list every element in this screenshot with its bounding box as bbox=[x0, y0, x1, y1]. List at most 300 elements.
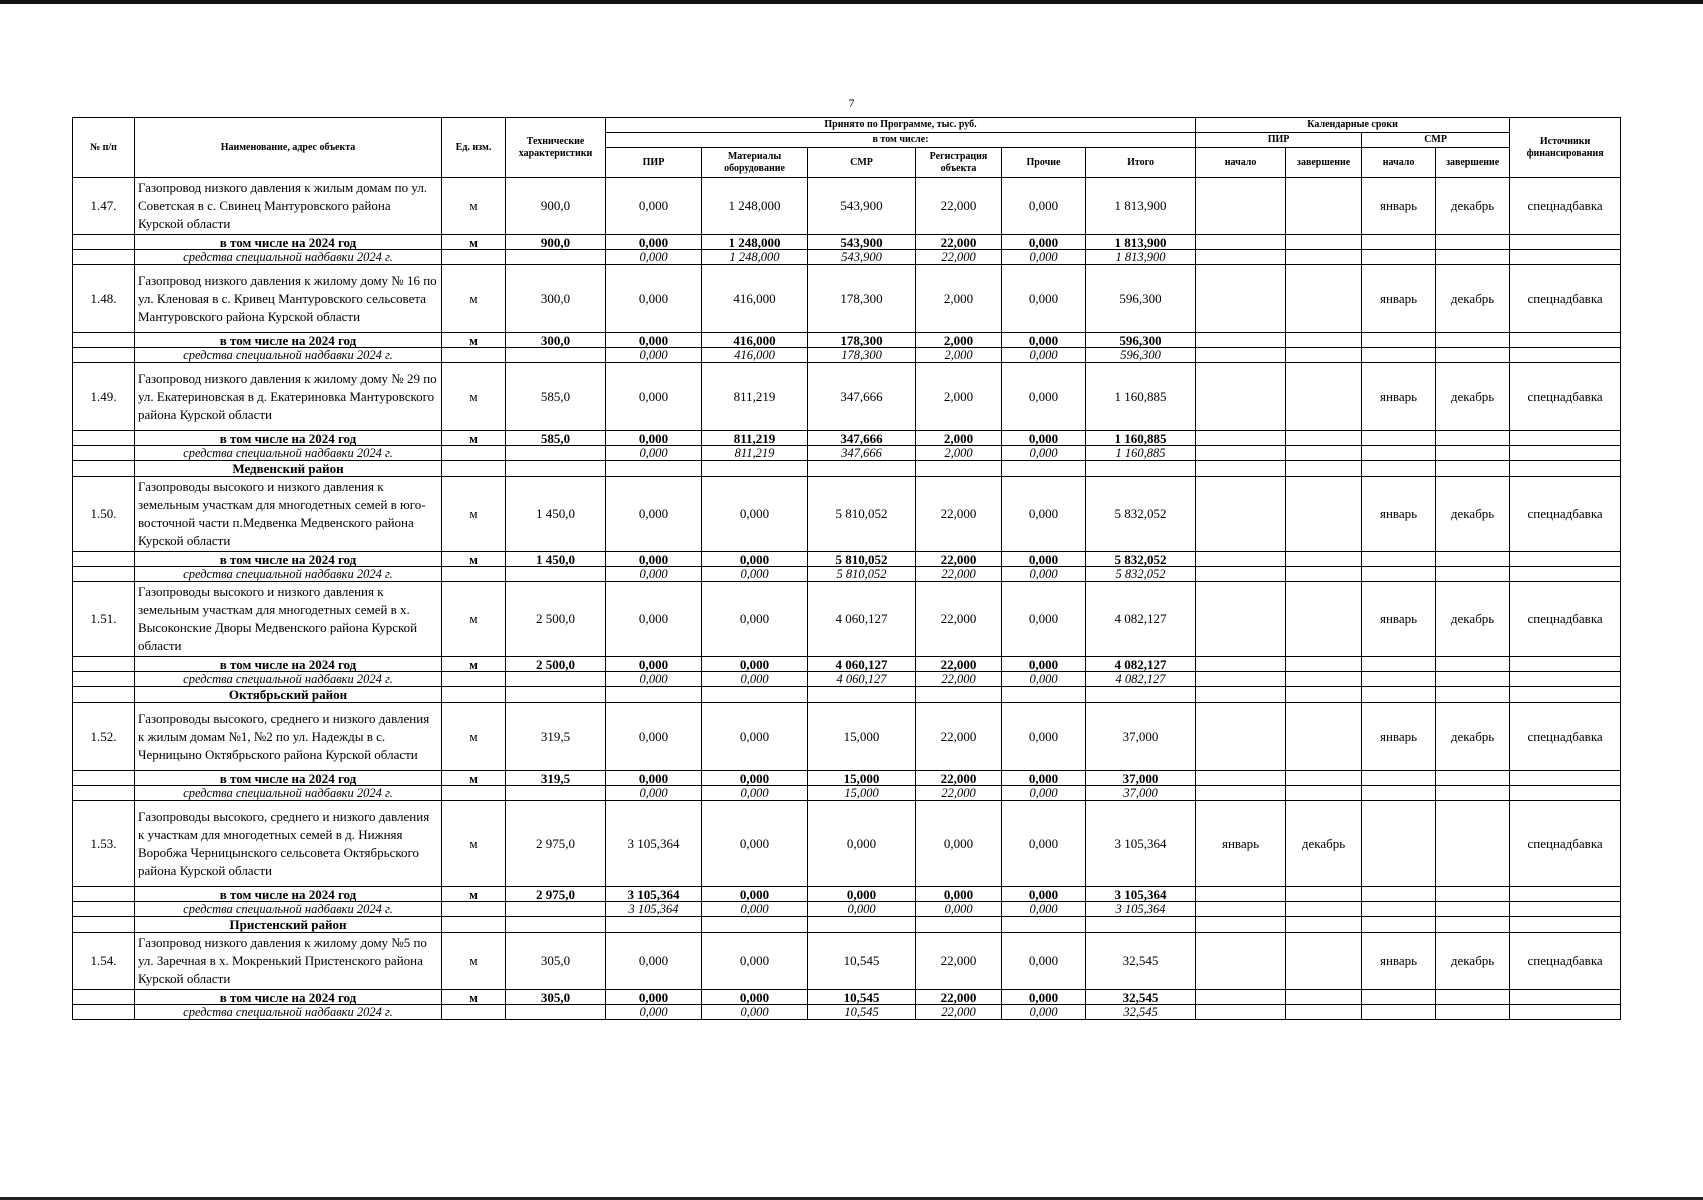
smr-end: декабрь bbox=[1436, 703, 1510, 771]
funding-label: средства специальной надбавки 2024 г. bbox=[135, 446, 442, 461]
unit bbox=[442, 446, 506, 461]
total-amount: 37,000 bbox=[1086, 771, 1196, 786]
pir-amount: 3 105,364 bbox=[606, 902, 702, 917]
district-row bbox=[73, 461, 1621, 477]
materials-amount: 811,219 bbox=[702, 363, 808, 431]
tech-spec bbox=[506, 672, 606, 687]
funding-row bbox=[73, 786, 1621, 801]
empty-cell bbox=[1286, 235, 1362, 250]
materials-amount: 0,000 bbox=[702, 672, 808, 687]
empty-cell bbox=[916, 461, 1002, 477]
object-name: Газопроводы высокого и низкого давления к земельным участкам для многодетных семей в юго-восточной части п.Медвенка Медвенского района Курской области bbox=[135, 477, 442, 552]
row-number: 1.49. bbox=[73, 363, 135, 431]
empty-cell bbox=[442, 687, 506, 703]
pir-end bbox=[1286, 477, 1362, 552]
empty-cell bbox=[1286, 333, 1362, 348]
unit: м bbox=[442, 657, 506, 672]
empty-cell bbox=[1362, 250, 1436, 265]
total-amount: 1 813,900 bbox=[1086, 250, 1196, 265]
empty-cell bbox=[1196, 687, 1286, 703]
empty-cell bbox=[1436, 461, 1510, 477]
pir-amount: 0,000 bbox=[606, 348, 702, 363]
smr-amount: 4 060,127 bbox=[808, 672, 916, 687]
materials-amount: 416,000 bbox=[702, 348, 808, 363]
empty-cell bbox=[606, 687, 702, 703]
object-row bbox=[73, 582, 1621, 657]
smr-amount: 347,666 bbox=[808, 446, 916, 461]
total-amount: 1 813,900 bbox=[1086, 178, 1196, 235]
empty-cell bbox=[73, 348, 135, 363]
subtotal-row bbox=[73, 887, 1621, 902]
funding-source: спецнадбавка bbox=[1510, 178, 1621, 235]
empty-cell bbox=[1286, 657, 1362, 672]
empty-cell bbox=[1286, 567, 1362, 582]
empty-cell bbox=[1196, 461, 1286, 477]
subtotal-label: в том числе на 2024 год bbox=[135, 333, 442, 348]
empty-cell bbox=[73, 461, 135, 477]
empty-cell bbox=[1436, 990, 1510, 1005]
empty-cell bbox=[73, 250, 135, 265]
empty-cell bbox=[1362, 567, 1436, 582]
object-name: Газопроводы высокого, среднего и низкого давления к участкам для многодетных семей в д. Нижняя Воробжа Черницынского сельсовета Октябрьского района Курской области bbox=[135, 801, 442, 887]
pir-start bbox=[1196, 477, 1286, 552]
smr-amount: 15,000 bbox=[808, 771, 916, 786]
empty-cell bbox=[606, 917, 702, 933]
empty-cell bbox=[73, 657, 135, 672]
object-name: Газопровод низкого давления к жилым домам по ул. Советская в с. Свинец Мантуровского района Курской области bbox=[135, 178, 442, 235]
other-amount: 0,000 bbox=[1002, 703, 1086, 771]
smr-amount: 5 810,052 bbox=[808, 552, 916, 567]
tech-spec: 300,0 bbox=[506, 333, 606, 348]
empty-cell bbox=[1286, 250, 1362, 265]
smr-amount: 0,000 bbox=[808, 887, 916, 902]
smr-end: декабрь bbox=[1436, 178, 1510, 235]
smr-amount: 543,900 bbox=[808, 178, 916, 235]
other-amount: 0,000 bbox=[1002, 786, 1086, 801]
empty-cell bbox=[1362, 917, 1436, 933]
object-name: Газопровод низкого давления к жилому дому № 29 по ул. Екатериновская в д. Екатериновка Мантуровского района Курской области bbox=[135, 363, 442, 431]
other-amount: 0,000 bbox=[1002, 552, 1086, 567]
empty-cell bbox=[1362, 461, 1436, 477]
empty-cell bbox=[442, 917, 506, 933]
smr-start: январь bbox=[1362, 265, 1436, 333]
empty-cell bbox=[702, 687, 808, 703]
empty-cell bbox=[1510, 786, 1621, 801]
smr-amount: 178,300 bbox=[808, 333, 916, 348]
subtotal-label: в том числе на 2024 год bbox=[135, 552, 442, 567]
header-total: Итого bbox=[1086, 148, 1196, 178]
pir-amount: 0,000 bbox=[606, 786, 702, 801]
object-row bbox=[73, 801, 1621, 887]
pir-start bbox=[1196, 933, 1286, 990]
empty-cell bbox=[1196, 250, 1286, 265]
funding-row bbox=[73, 902, 1621, 917]
empty-cell bbox=[1510, 348, 1621, 363]
empty-cell bbox=[808, 687, 916, 703]
registration-amount: 22,000 bbox=[916, 786, 1002, 801]
funding-label: средства специальной надбавки 2024 г. bbox=[135, 672, 442, 687]
smr-amount: 5 810,052 bbox=[808, 567, 916, 582]
empty-cell bbox=[1196, 446, 1286, 461]
row-number: 1.54. bbox=[73, 933, 135, 990]
subtotal-row bbox=[73, 333, 1621, 348]
empty-cell bbox=[73, 431, 135, 446]
empty-cell bbox=[1436, 687, 1510, 703]
district-row bbox=[73, 687, 1621, 703]
pir-start bbox=[1196, 582, 1286, 657]
other-amount: 0,000 bbox=[1002, 333, 1086, 348]
materials-amount: 0,000 bbox=[702, 933, 808, 990]
unit: м bbox=[442, 933, 506, 990]
header-num: № п/п bbox=[73, 118, 135, 178]
district-name: Медвенский район bbox=[135, 461, 442, 477]
empty-cell bbox=[1362, 333, 1436, 348]
empty-cell bbox=[1286, 672, 1362, 687]
empty-cell bbox=[1362, 902, 1436, 917]
pir-amount: 0,000 bbox=[606, 933, 702, 990]
tech-spec bbox=[506, 446, 606, 461]
funding-label: средства специальной надбавки 2024 г. bbox=[135, 786, 442, 801]
other-amount: 0,000 bbox=[1002, 902, 1086, 917]
empty-cell bbox=[1436, 552, 1510, 567]
tech-spec: 900,0 bbox=[506, 235, 606, 250]
empty-cell bbox=[1196, 348, 1286, 363]
subtotal-row bbox=[73, 235, 1621, 250]
smr-end: декабрь bbox=[1436, 582, 1510, 657]
funding-source: спецнадбавка bbox=[1510, 801, 1621, 887]
smr-amount: 347,666 bbox=[808, 431, 916, 446]
empty-cell bbox=[1002, 461, 1086, 477]
table-body bbox=[73, 178, 1621, 1020]
registration-amount: 22,000 bbox=[916, 477, 1002, 552]
empty-cell bbox=[1196, 990, 1286, 1005]
registration-amount: 22,000 bbox=[916, 178, 1002, 235]
registration-amount: 0,000 bbox=[916, 902, 1002, 917]
registration-amount: 22,000 bbox=[916, 567, 1002, 582]
empty-cell bbox=[1436, 1005, 1510, 1020]
empty-cell bbox=[73, 917, 135, 933]
empty-cell bbox=[1362, 786, 1436, 801]
empty-cell bbox=[1510, 687, 1621, 703]
materials-amount: 0,000 bbox=[702, 552, 808, 567]
pir-start bbox=[1196, 703, 1286, 771]
pir-end bbox=[1286, 265, 1362, 333]
empty-cell bbox=[73, 672, 135, 687]
materials-amount: 0,000 bbox=[702, 567, 808, 582]
row-number: 1.50. bbox=[73, 477, 135, 552]
empty-cell bbox=[506, 687, 606, 703]
object-name: Газопроводы высокого, среднего и низкого давления к жилым домам №1, №2 по ул. Надежды в с. Черницыно Октябрьского района Курской области bbox=[135, 703, 442, 771]
district-name: Октябрьский район bbox=[135, 687, 442, 703]
unit: м bbox=[442, 582, 506, 657]
empty-cell bbox=[916, 917, 1002, 933]
empty-cell bbox=[808, 917, 916, 933]
tech-spec: 300,0 bbox=[506, 265, 606, 333]
empty-cell bbox=[1362, 235, 1436, 250]
tech-spec: 585,0 bbox=[506, 431, 606, 446]
total-amount: 4 082,127 bbox=[1086, 672, 1196, 687]
empty-cell bbox=[1286, 917, 1362, 933]
materials-amount: 416,000 bbox=[702, 333, 808, 348]
total-amount: 596,300 bbox=[1086, 333, 1196, 348]
pir-amount: 0,000 bbox=[606, 265, 702, 333]
materials-amount: 0,000 bbox=[702, 786, 808, 801]
page-number: 7 bbox=[848, 96, 855, 110]
total-amount: 3 105,364 bbox=[1086, 801, 1196, 887]
materials-amount: 1 248,000 bbox=[702, 250, 808, 265]
object-name: Газопроводы высокого и низкого давления к земельным участкам для многодетных семей в х. Высоконские Дворы Медвенского района Курской области bbox=[135, 582, 442, 657]
registration-amount: 2,000 bbox=[916, 265, 1002, 333]
empty-cell bbox=[1436, 235, 1510, 250]
funding-label: средства специальной надбавки 2024 г. bbox=[135, 250, 442, 265]
unit: м bbox=[442, 333, 506, 348]
empty-cell bbox=[73, 990, 135, 1005]
empty-cell bbox=[1436, 902, 1510, 917]
total-amount: 37,000 bbox=[1086, 703, 1196, 771]
pir-start bbox=[1196, 265, 1286, 333]
header-smr-end: завершение bbox=[1436, 148, 1510, 178]
header-registration: Регистрация объекта bbox=[916, 148, 1002, 178]
registration-amount: 22,000 bbox=[916, 703, 1002, 771]
other-amount: 0,000 bbox=[1002, 933, 1086, 990]
funding-row bbox=[73, 348, 1621, 363]
funding-label: средства специальной надбавки 2024 г. bbox=[135, 567, 442, 582]
empty-cell bbox=[1196, 1005, 1286, 1020]
pir-start bbox=[1196, 363, 1286, 431]
smr-amount: 543,900 bbox=[808, 250, 916, 265]
empty-cell bbox=[1286, 990, 1362, 1005]
other-amount: 0,000 bbox=[1002, 446, 1086, 461]
tech-spec: 319,5 bbox=[506, 771, 606, 786]
funding-row bbox=[73, 672, 1621, 687]
pir-amount: 0,000 bbox=[606, 567, 702, 582]
unit: м bbox=[442, 990, 506, 1005]
empty-cell bbox=[1436, 348, 1510, 363]
header-materials: Материалы оборудование bbox=[702, 148, 808, 178]
empty-cell bbox=[1286, 348, 1362, 363]
other-amount: 0,000 bbox=[1002, 771, 1086, 786]
header-smr: СМР bbox=[808, 148, 916, 178]
pir-amount: 3 105,364 bbox=[606, 801, 702, 887]
empty-cell bbox=[1510, 567, 1621, 582]
header-name: Наименование, адрес объекта bbox=[135, 118, 442, 178]
materials-amount: 0,000 bbox=[702, 771, 808, 786]
smr-end: декабрь bbox=[1436, 477, 1510, 552]
object-row bbox=[73, 933, 1621, 990]
total-amount: 37,000 bbox=[1086, 786, 1196, 801]
registration-amount: 0,000 bbox=[916, 801, 1002, 887]
pir-amount: 0,000 bbox=[606, 703, 702, 771]
smr-start: январь bbox=[1362, 363, 1436, 431]
materials-amount: 1 248,000 bbox=[702, 235, 808, 250]
header-sources: Источники финансирования bbox=[1510, 118, 1621, 178]
empty-cell bbox=[73, 552, 135, 567]
funding-row bbox=[73, 250, 1621, 265]
header-calendar: Календарные сроки bbox=[1196, 118, 1510, 133]
unit: м bbox=[442, 887, 506, 902]
materials-amount: 416,000 bbox=[702, 265, 808, 333]
header-pir-end: завершение bbox=[1286, 148, 1362, 178]
tech-spec bbox=[506, 1005, 606, 1020]
pir-end bbox=[1286, 178, 1362, 235]
unit: м bbox=[442, 265, 506, 333]
subtotal-label: в том числе на 2024 год bbox=[135, 771, 442, 786]
empty-cell bbox=[1362, 431, 1436, 446]
empty-cell bbox=[73, 446, 135, 461]
total-amount: 5 832,052 bbox=[1086, 552, 1196, 567]
pir-amount: 0,000 bbox=[606, 250, 702, 265]
registration-amount: 22,000 bbox=[916, 582, 1002, 657]
registration-amount: 22,000 bbox=[916, 552, 1002, 567]
unit bbox=[442, 902, 506, 917]
program-table bbox=[72, 117, 1621, 1020]
smr-start bbox=[1362, 801, 1436, 887]
unit: м bbox=[442, 235, 506, 250]
empty-cell bbox=[1286, 786, 1362, 801]
funding-label: средства специальной надбавки 2024 г. bbox=[135, 1005, 442, 1020]
other-amount: 0,000 bbox=[1002, 250, 1086, 265]
empty-cell bbox=[73, 687, 135, 703]
empty-cell bbox=[1286, 902, 1362, 917]
empty-cell bbox=[1510, 887, 1621, 902]
pir-amount: 0,000 bbox=[606, 477, 702, 552]
pir-amount: 0,000 bbox=[606, 990, 702, 1005]
tech-spec: 1 450,0 bbox=[506, 477, 606, 552]
funding-label: средства специальной надбавки 2024 г. bbox=[135, 902, 442, 917]
registration-amount: 0,000 bbox=[916, 887, 1002, 902]
unit: м bbox=[442, 431, 506, 446]
smr-start: январь bbox=[1362, 582, 1436, 657]
funding-source: спецнадбавка bbox=[1510, 477, 1621, 552]
empty-cell bbox=[1510, 657, 1621, 672]
smr-amount: 178,300 bbox=[808, 265, 916, 333]
subtotal-row bbox=[73, 552, 1621, 567]
object-name: Газопровод низкого давления к жилому дому №5 по ул. Заречная в х. Мокренький Пристенского района Курской области bbox=[135, 933, 442, 990]
pir-start: январь bbox=[1196, 801, 1286, 887]
header-accepted: Принято по Программе, тыс. руб. bbox=[606, 118, 1196, 133]
empty-cell bbox=[1286, 446, 1362, 461]
unit bbox=[442, 567, 506, 582]
other-amount: 0,000 bbox=[1002, 431, 1086, 446]
smr-amount: 15,000 bbox=[808, 786, 916, 801]
registration-amount: 22,000 bbox=[916, 235, 1002, 250]
tech-spec: 2 500,0 bbox=[506, 582, 606, 657]
empty-cell bbox=[1196, 672, 1286, 687]
registration-amount: 2,000 bbox=[916, 431, 1002, 446]
header-smr-start: начало bbox=[1362, 148, 1436, 178]
pir-amount: 0,000 bbox=[606, 771, 702, 786]
subtotal-label: в том числе на 2024 год bbox=[135, 235, 442, 250]
empty-cell bbox=[1286, 687, 1362, 703]
registration-amount: 2,000 bbox=[916, 333, 1002, 348]
empty-cell bbox=[1510, 902, 1621, 917]
funding-source: спецнадбавка bbox=[1510, 265, 1621, 333]
pir-end bbox=[1286, 582, 1362, 657]
empty-cell bbox=[808, 461, 916, 477]
unit bbox=[442, 672, 506, 687]
unit bbox=[442, 786, 506, 801]
empty-cell bbox=[506, 461, 606, 477]
row-number: 1.53. bbox=[73, 801, 135, 887]
empty-cell bbox=[442, 461, 506, 477]
pir-amount: 0,000 bbox=[606, 1005, 702, 1020]
other-amount: 0,000 bbox=[1002, 657, 1086, 672]
object-row bbox=[73, 703, 1621, 771]
empty-cell bbox=[1362, 1005, 1436, 1020]
pir-end bbox=[1286, 363, 1362, 431]
smr-amount: 0,000 bbox=[808, 801, 916, 887]
tech-spec: 2 500,0 bbox=[506, 657, 606, 672]
pir-amount: 0,000 bbox=[606, 333, 702, 348]
empty-cell bbox=[702, 917, 808, 933]
empty-cell bbox=[1086, 917, 1196, 933]
empty-cell bbox=[73, 771, 135, 786]
registration-amount: 22,000 bbox=[916, 657, 1002, 672]
smr-amount: 347,666 bbox=[808, 363, 916, 431]
tech-spec: 1 450,0 bbox=[506, 552, 606, 567]
empty-cell bbox=[606, 461, 702, 477]
pir-amount: 0,000 bbox=[606, 363, 702, 431]
header-pir: ПИР bbox=[606, 148, 702, 178]
tech-spec bbox=[506, 567, 606, 582]
registration-amount: 2,000 bbox=[916, 446, 1002, 461]
other-amount: 0,000 bbox=[1002, 235, 1086, 250]
smr-amount: 0,000 bbox=[808, 902, 916, 917]
district-name: Пристенский район bbox=[135, 917, 442, 933]
smr-amount: 5 810,052 bbox=[808, 477, 916, 552]
empty-cell bbox=[1362, 672, 1436, 687]
tech-spec: 2 975,0 bbox=[506, 887, 606, 902]
funding-source: спецнадбавка bbox=[1510, 582, 1621, 657]
empty-cell bbox=[73, 333, 135, 348]
empty-cell bbox=[1510, 461, 1621, 477]
empty-cell bbox=[1510, 235, 1621, 250]
empty-cell bbox=[1510, 917, 1621, 933]
total-amount: 32,545 bbox=[1086, 990, 1196, 1005]
empty-cell bbox=[73, 786, 135, 801]
empty-cell bbox=[1362, 446, 1436, 461]
funding-source: спецнадбавка bbox=[1510, 703, 1621, 771]
tech-spec: 900,0 bbox=[506, 178, 606, 235]
pir-amount: 0,000 bbox=[606, 431, 702, 446]
registration-amount: 2,000 bbox=[916, 348, 1002, 363]
unit: м bbox=[442, 771, 506, 786]
registration-amount: 22,000 bbox=[916, 672, 1002, 687]
row-number: 1.51. bbox=[73, 582, 135, 657]
other-amount: 0,000 bbox=[1002, 672, 1086, 687]
header-other: Прочие bbox=[1002, 148, 1086, 178]
empty-cell bbox=[1510, 446, 1621, 461]
object-row bbox=[73, 363, 1621, 431]
other-amount: 0,000 bbox=[1002, 178, 1086, 235]
total-amount: 4 082,127 bbox=[1086, 582, 1196, 657]
materials-amount: 0,000 bbox=[702, 902, 808, 917]
pir-start bbox=[1196, 178, 1286, 235]
unit: м bbox=[442, 552, 506, 567]
empty-cell bbox=[1436, 887, 1510, 902]
empty-cell bbox=[1286, 887, 1362, 902]
header-unit: Ед. изм. bbox=[442, 118, 506, 178]
total-amount: 1 160,885 bbox=[1086, 446, 1196, 461]
empty-cell bbox=[1362, 552, 1436, 567]
scan-edge-top bbox=[0, 0, 1703, 4]
smr-start: январь bbox=[1362, 933, 1436, 990]
pir-amount: 0,000 bbox=[606, 235, 702, 250]
row-number: 1.52. bbox=[73, 703, 135, 771]
empty-cell bbox=[1362, 687, 1436, 703]
registration-amount: 22,000 bbox=[916, 1005, 1002, 1020]
materials-amount: 0,000 bbox=[702, 657, 808, 672]
